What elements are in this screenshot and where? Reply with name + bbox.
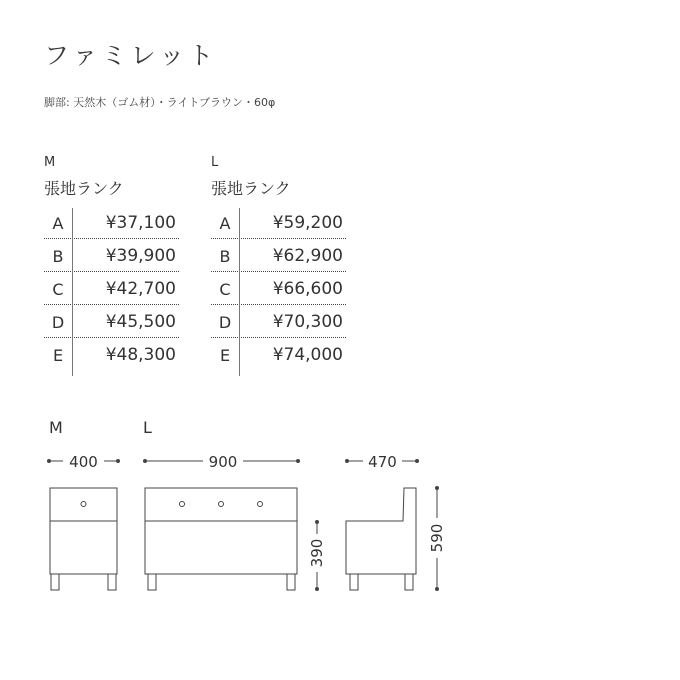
rank-price: ¥39,900 [105,246,176,266]
rank-price: ¥62,900 [272,246,343,266]
size-label-l: L [211,155,219,170]
product-title: ファミレット [44,41,218,70]
rank-letter: C [52,279,64,299]
seat-height-value: 390 [308,538,326,568]
rank-letter: E [219,345,231,365]
rank-price: ¥48,300 [105,345,176,365]
width-value-l: 900 [208,453,238,471]
bench-l-front-view [145,488,297,590]
total-height-value: 590 [428,523,446,553]
rank-letter: C [219,279,231,299]
rank-letter: A [52,213,64,233]
rank-letter: D [218,312,232,332]
legs-material-note: 脚部: 天然木（ゴム材）・ライトブラウン・60φ [44,96,276,109]
fabric-rank-heading-m: 張地ランク [44,179,124,198]
rank-letter: B [52,246,64,266]
stool-m-front-view [50,488,117,590]
rank-price: ¥74,000 [272,345,343,365]
fabric-rank-heading-l: 張地ランク [211,179,291,198]
rank-letter: D [51,312,65,332]
rank-price: ¥45,500 [105,312,176,332]
side-view [346,488,416,590]
width-value-m: 400 [69,453,98,471]
rank-price: ¥42,700 [105,279,176,299]
diagram-label-l: L [143,418,152,437]
rank-price: ¥37,100 [105,213,176,233]
rank-letter: B [219,246,231,266]
rank-price: ¥59,200 [272,213,343,233]
rank-price: ¥66,600 [272,279,343,299]
diagram-label-m: M [49,418,63,437]
size-label-m: M [44,155,56,170]
rank-letter: A [219,213,231,233]
rank-letter: E [52,345,64,365]
rank-price: ¥70,300 [272,312,343,332]
depth-value: 470 [368,453,397,471]
